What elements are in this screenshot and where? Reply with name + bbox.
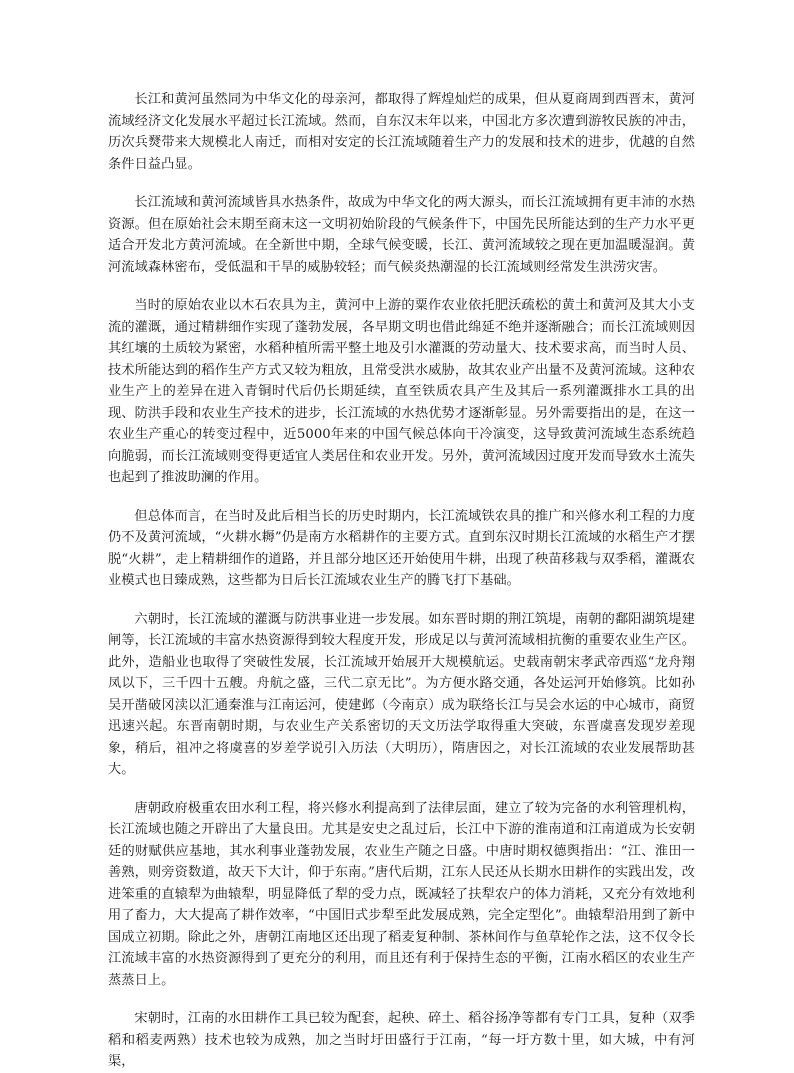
paragraph-4: 但总体而言，在当时及此后相当长的历史时期内，长江流域铁农具的推广和兴修水利工程的力度仍不及黄河流域，“火耕水耨”仍是南方水稻耕作的主要方式。直到东汉时期长江流域的水稻生产才摆脱“火耕”，走上精耕细作的道路，并且部分地区还开始使用牛耕，出现了秧苗移栽与双季稻，灌溉农业模式也日臻成熟，这些都为日后长江流域农业生产的腾飞打下基础。 (108, 508, 695, 588)
paragraph-6: 唐朝政府极重农田水利工程，将兴修水利提高到了法律层面，建立了较为完备的水利管理机构，长江流域也随之开辟出了大量良田。尤其是安史之乱过后，长江中下游的淮南道和江南道成为长安朝廷的财赋供应基地，其水利事业蓬勃发展，农业生产随之日盛。中唐时期权德舆指出：“江、淮田一善熟，则旁资数道，故天下大计，仰于东南。”唐代后期，江东人民还从长期水田耕作的实践出发，改进笨重的直辕犁为曲辕犁，明显降低了犁的受力点，既减轻了扶犁农户的体力消耗，又充分有效地利用了畜力，大大提高了耕作效率，“中国旧式步犁至此发展成熟，完全定型化”。曲辕犁沿用到了新中国成立初期。除此之外，唐朝江南地区还出现了稻麦复种制、茶林间作与鱼草轮作之法，这不仅令长江流域丰富的水热资源得到了更充分的利用，而且还有利于保持生态的平衡，江南水稻区的农业生产蒸蒸日上。 (108, 800, 695, 988)
paragraph-5: 六朝时，长江流域的灌溉与防洪事业进一步发展。如东晋时期的荆江筑堤，南朝的鄱阳湖筑堤建闸等，长江流域的丰富水热资源得到较大程度开发，形成足以与黄河流域相抗衡的重要农业生产区。此外，造船业也取得了突破性发展，长江流域开始展开大规模航运。史载南朝宋孝武帝西巡“龙舟翔凤以下，三千四十五艘。舟航之盛，三代二京无比”。为方便水路交通，各处运河开始修筑。比如孙吴开凿破冈渎以汇通秦淮与江南运河，使建邺（今南京）成为联络长江与吴会水运的中心城市，商贸迅速兴起。东晋南朝时期，与农业生产关系密切的天文历法学取得重大突破，东晋虞喜发现岁差现象，稍后，祖冲之将虞喜的岁差学说引入历法（大明历），隋唐因之，对长江流域的农业发展帮助甚大。 (108, 611, 695, 777)
paragraph-3: 当时的原始农业以木石农具为主，黄河中上游的粟作农业依托肥沃疏松的黄土和黄河及其大小支流的灌溉，通过精耕细作实现了蓬勃发展，各早期文明也借此绵延不绝并逐渐融合；而长江流域则因其红壤的土质较为紧密，水稻种植所需平整土地及引水灌溉的劳动量大、技术要求高，而当时人员、技术所能达到的稻作生产方式又较为粗放，且常受洪水威胁，故其农业产出量不及黄河流域。这种农业生产上的差异在进入青铜时代后仍长期延续，直至铁质农具产生及其后一系列灌溉排水工具的出现、防洪手段和农业生产技术的进步，长江流域的水热优势才逐渐彰显。另外需要指出的是，在这一农业生产重心的转变过程中，近5000年来的中国气候总体向干冷演变，这导致黄河流域生态系统趋向脆弱，而长江流域则变得更适宜人类居住和农业开发。另外，黄河流域因过度开发而导致水土流失也起到了推波助澜的作用。 (108, 298, 695, 485)
paragraph-1: 长江和黄河虽然同为中华文化的母亲河，都取得了辉煌灿烂的成果，但从夏商周到西晋末，黄河流域经济文化发展水平超过长江流域。然而，自东汉末年以来，中国北方多次遭到游牧民族的冲击，历次兵燹带来大规模北人南迁，而相对安定的长江流域随着生产力的发展和技术的进步，优越的自然条件日益凸显。 (108, 92, 695, 172)
paragraph-2: 长江流域和黄河流域皆具水热条件，故成为中华文化的两大源头，而长江流域拥有更丰沛的水热资源。但在原始社会末期至商末这一文明初始阶段的气候条件下，中国先民所能达到的生产力水平更适合开发北方黄河流域。在全新世中期，全球气候变暖，长江、黄河流域较之现在更加温暖湿润。黄河流域森林密布，受低温和干旱的威胁较轻；而气候炎热潮湿的长江流域则经常发生洪涝灾害。 (108, 195, 695, 275)
paragraph-7: 宋朝时，江南的水田耕作工具已较为配套，起秧、碎土、稻谷扬净等都有专门工具，复种（双季稻和稻麦两熟）技术也较为成熟，加之当时圩田盛行于江南，“每一圩方数十里，如大城，中有河渠， (108, 1011, 695, 1069)
